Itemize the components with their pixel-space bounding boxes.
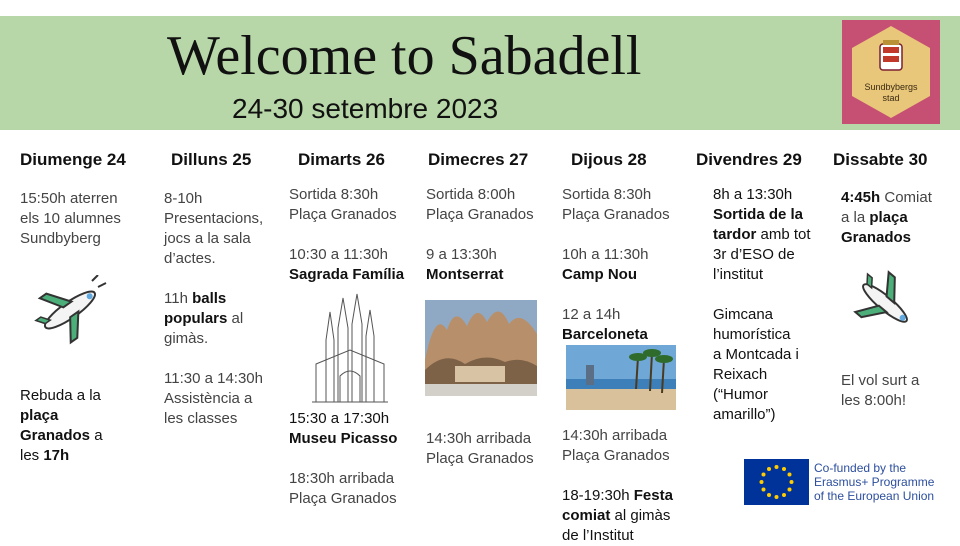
date-range: 24-30 setembre 2023 <box>232 93 499 124</box>
day-heading-dilluns: Dilluns 25 <box>171 150 252 169</box>
schedule-dissabte-flight: El vol surt a les 8:00h! <box>841 372 920 409</box>
schedule-dimarts-afternoon: 15:30 a 17:30h Museu Picasso 18:30h arribada Plaça Granados <box>289 410 398 507</box>
erasmus-cofunding-badge <box>744 459 954 507</box>
airplane-icon <box>850 265 920 340</box>
schedule-dissabte-farewell: 4:45h Comiat a la plaça Granados <box>841 189 932 246</box>
schedule-diumenge-welcome: Rebuda a la plaça Granados a les 17h <box>20 387 103 464</box>
schedule-dimecres-return: 14:30h arribada Plaça Granados <box>426 430 534 467</box>
day-heading-dimarts: Dimarts 26 <box>298 150 385 169</box>
airplane-icon <box>30 275 110 345</box>
page-title: Welcome to Sabadell <box>167 25 642 87</box>
day-heading-diumenge: Diumenge 24 <box>20 150 126 169</box>
schedule-divendres: 8h a 13:30h Sortida de la tardor amb tot 3r d’ESO de l’institut Gimcana humorística a Montcada i Reixach (“Humor amarillo”) <box>713 186 811 423</box>
schedule-diumenge-arrival: 15:50h aterren els 10 alumnes Sundbyberg <box>20 190 121 247</box>
montserrat-photo <box>425 300 537 396</box>
schedule-dimecres-morning: Sortida 8:00h Plaça Granados 9 a 13:30h Montserrat <box>426 186 534 283</box>
schedule-dimarts-morning: Sortida 8:30h Plaça Granados 10:30 a 11:30h Sagrada Família <box>289 186 405 283</box>
eu-flag-icon <box>744 459 809 505</box>
barceloneta-photo <box>566 345 676 410</box>
day-heading-divendres: Divendres 29 <box>696 150 802 169</box>
schedule-dijous-morning: Sortida 8:30h Plaça Granados 10h a 11:30h Camp Nou 12 a 14h Barceloneta <box>562 186 670 343</box>
schedule-dijous-afternoon: 14:30h arribada Plaça Granados 18-19:30h Festa comiat al gimàs de l’Institut <box>562 427 673 544</box>
crest-label: Sundbybergs stad <box>864 82 918 103</box>
sagrada-familia-sketch <box>310 292 390 404</box>
crest-hexagon-icon <box>842 20 940 124</box>
sundbyberg-logo <box>842 20 940 124</box>
schedule-dilluns: 8-10h Presentacions, jocs a la sala d’actes. 11h balls populars al gimàs. 11:30 a 14:30h Assistència a les classes <box>164 190 264 427</box>
erasmus-label: Co-funded by the Erasmus+ Programme of the European Union <box>814 461 935 503</box>
day-heading-dissabte: Dissabte 30 <box>833 150 928 169</box>
day-heading-dijous: Dijous 28 <box>571 150 647 169</box>
day-heading-dimecres: Dimecres 27 <box>428 150 529 169</box>
